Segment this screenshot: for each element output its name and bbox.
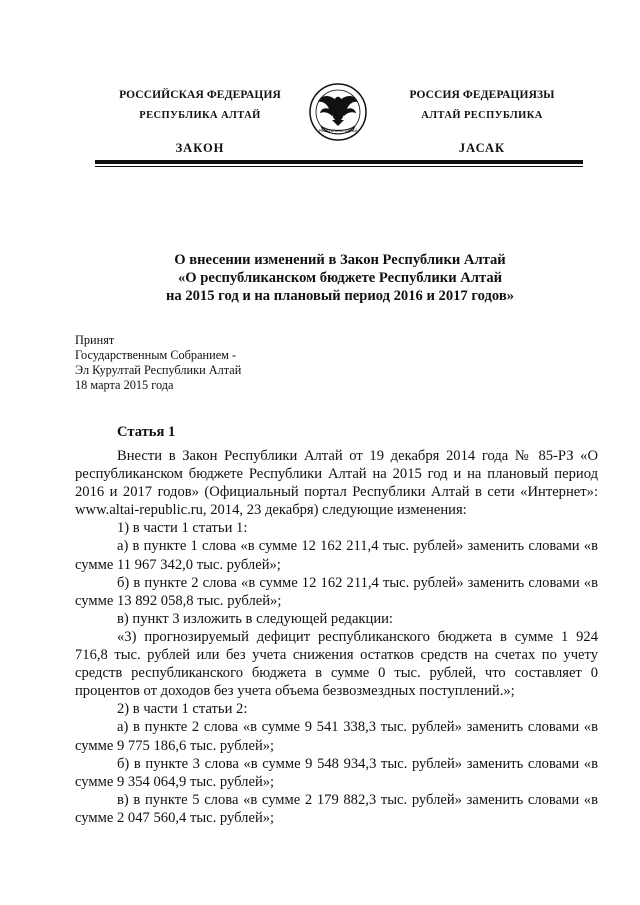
header-right-country: РОССИЯ ФЕДЕРАЦИЯЗЫ — [409, 89, 555, 101]
article-paragraph: Внести в Закон Республики Алтай от 19 декабря 2014 года № 85-РЗ «О республиканском бюджете Республики Алтай на 2015 год и на плановый период 2016 и 2017 годов» (Официальный портал Республики Алтай в сети «Интернет»: www.altai-republic.ru, 2014, 23 декабря) следующие изменения: — [75, 448, 598, 519]
article-paragraph: «3) прогнозируемый дефицит республиканского бюджета в сумме 1 924 716,8 тыс. рублей или без учета снижения остатков средств на счетах по учету средств республиканского бюджета в сумме 0 тыс. рублей, что составляет 0 процентов от доходов без учета объема безвозмездных поступлений.»; — [75, 628, 598, 700]
law-title-line-1: О внесении изменений в Закон Республики Алтай — [174, 252, 506, 268]
article-paragraph: в) пункт 3 изложить в следующей редакции: — [117, 610, 393, 627]
header-right-republic: АЛТАЙ РЕСПУБЛИКА — [421, 109, 543, 121]
header-right-block — [392, 90, 572, 155]
law-title-line-3: на 2015 год и на плановый период 2016 и 2017 годов» — [165, 288, 515, 304]
article-paragraph: б) в пункте 2 слова «в сумме 12 162 211,4 тыс. рублей» заменить словами «в сумме 13 892 058,8 тыс. рублей»; — [75, 574, 598, 609]
article-paragraph: а) в пункте 1 слова «в сумме 12 162 211,4 тыс. рублей» заменить словами «в сумме 11 967 342,0 тыс. рублей»; — [75, 538, 598, 573]
article-body — [75, 447, 598, 827]
adoption-note-line-1: Принят — [75, 333, 115, 347]
adoption-date: 18 марта 2015 года — [75, 378, 174, 392]
header-divider-thick — [95, 160, 583, 164]
adoption-note-line-2: Государственным Собранием - — [75, 348, 237, 362]
law-title-line-2: «О республиканском бюджете Республики Алтай — [177, 270, 503, 286]
article-paragraph: б) в пункте 3 слова «в сумме 9 548 934,3 тыс. рублей» заменить словами «в сумме 9 354 064,9 тыс. рублей»; — [75, 755, 598, 790]
adoption-note — [75, 333, 241, 393]
header-left-doc-type: ЗАКОН — [175, 141, 225, 155]
header-left-republic: РЕСПУБЛИКА АЛТАЙ — [139, 109, 261, 121]
header-left-block — [112, 90, 288, 155]
article-paragraph: а) в пункте 2 слова «в сумме 9 541 338,3 тыс. рублей» заменить словами «в сумме 9 775 186,6 тыс. рублей»; — [75, 719, 598, 754]
header-right-doc-type: JАСАК — [458, 141, 506, 155]
article-paragraph: 1) в части 1 статьи 1: — [117, 520, 248, 537]
republic-altai-emblem-icon — [307, 82, 369, 142]
article-paragraph: в) в пункте 5 слова «в сумме 2 179 882,3 тыс. рублей» заменить словами «в сумме 2 047 560,4 тыс. рублей»; — [75, 791, 598, 826]
adoption-note-line-3: Эл Курултай Республики Алтай — [75, 363, 242, 377]
header-left-country: РОССИЙСКАЯ ФЕДЕРАЦИЯ — [119, 89, 281, 101]
article-paragraph: 2) в части 1 статьи 2: — [117, 701, 248, 718]
emblem-ribbon-text: РЕСПУБЛИКА АЛТАЙ — [318, 129, 358, 133]
header-divider-thin — [95, 166, 583, 167]
article-heading: Статья 1 — [117, 424, 176, 440]
law-title — [90, 251, 590, 305]
